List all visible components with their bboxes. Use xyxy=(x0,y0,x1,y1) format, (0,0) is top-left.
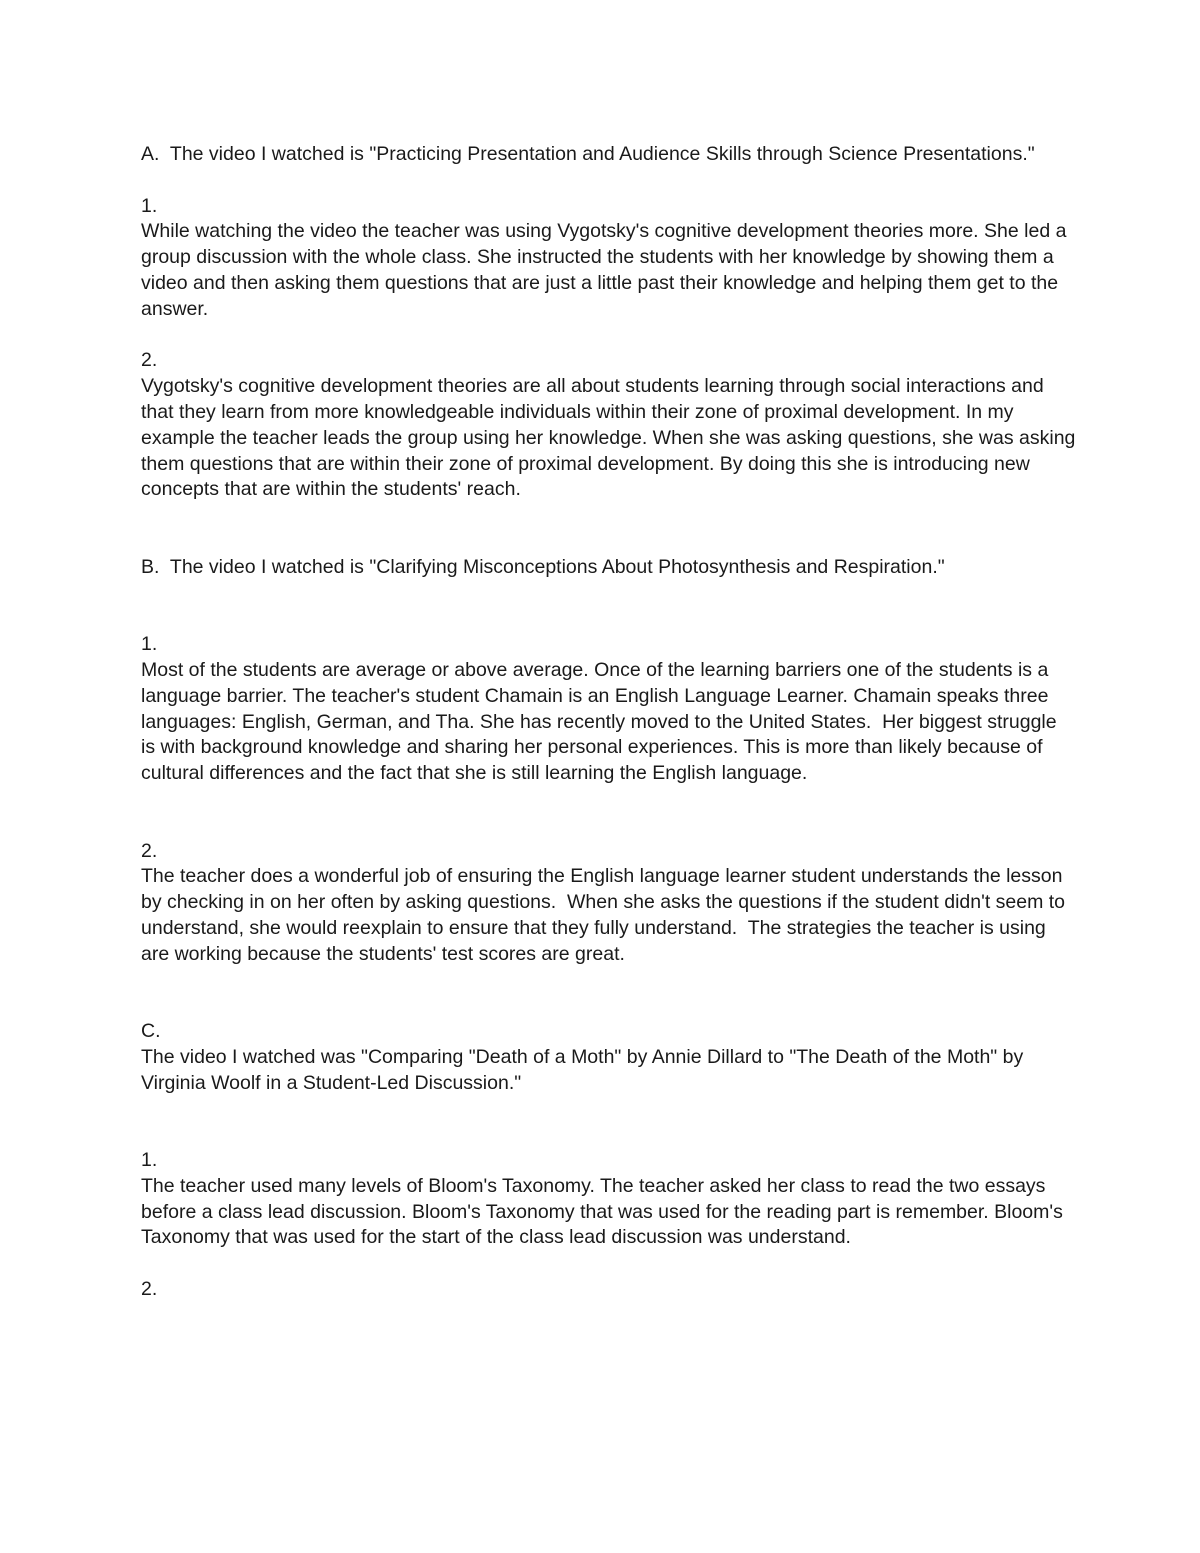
section-c-heading: The video I watched was "Comparing "Death of a Moth" by Annie Dillard to "The Death of the Moth" by Virginia Woolf in a Student-Led Discussion." xyxy=(141,1045,1029,1094)
section-a-q1-text: While watching the video the teacher was using Vygotsky's cognitive development theories more. She led a group discussion with the whole class. She instructed the students with her knowledge by showing them a video and then asking them questions that are just a little past their knowledge and helping them get to the answer. xyxy=(141,220,1072,320)
section-a-q2-label: 2. xyxy=(141,349,158,372)
section-c-q2-label: 2. xyxy=(141,1278,158,1301)
section-c-label: C. xyxy=(141,1020,161,1043)
section-a-q2-text: Vygotsky's cognitive development theories are all about students learning through social interactions and that they learn from more knowledgeable individuals within their zone of proximal development. In my example the teacher leads the group using her knowledge. When she was asking questions, she was asking them questions that are within their zone of proximal development. By doing this she is introducing new concepts that are within the students' reach. xyxy=(141,375,1081,501)
section-b-heading: B. The video I watched is "Clarifying Misconceptions About Photosynthesis and Respiration." xyxy=(141,555,945,578)
section-c-q1-text: The teacher used many levels of Bloom's Taxonomy. The teacher asked her class to read the two essays before a class lead discussion. Bloom's Taxonomy that was used for the reading part is remember. Bloom's Taxonomy that was used for the start of the class lead discussion was understand. xyxy=(141,1174,1068,1249)
section-b-q1-text: Most of the students are average or above average. Once of the learning barriers one of the students is a language barrier. The teacher's student Chamain is an English Language Learner. Chamain speaks three languages: English, German, and Tha. She has recently moved to the United States. Her biggest struggle is with background knowledge and sharing her personal experiences. This is more than likely because of cultural differences and the fact that she is still learning the English language. xyxy=(141,658,1063,785)
section-a-heading: A. The video I watched is "Practicing Presentation and Audience Skills through Science Presentations." xyxy=(141,143,1035,165)
section-c-q1-label: 1. xyxy=(141,1149,158,1172)
section-b-q2-label: 2. xyxy=(141,839,158,862)
section-b-q1-label: 1. xyxy=(141,633,158,656)
section-a-q1-label: 1. xyxy=(141,194,158,217)
document-body xyxy=(141,142,1081,1303)
section-b-q2-text: The teacher does a wonderful job of ensuring the English language learner student understands the lesson by checking in on her often by asking questions. When she asks the questions if the student didn't seem to understand, she would reexplain to ensure that they fully understand. The strategies the teacher is using are working because the students' test scores are great. xyxy=(141,865,1071,965)
